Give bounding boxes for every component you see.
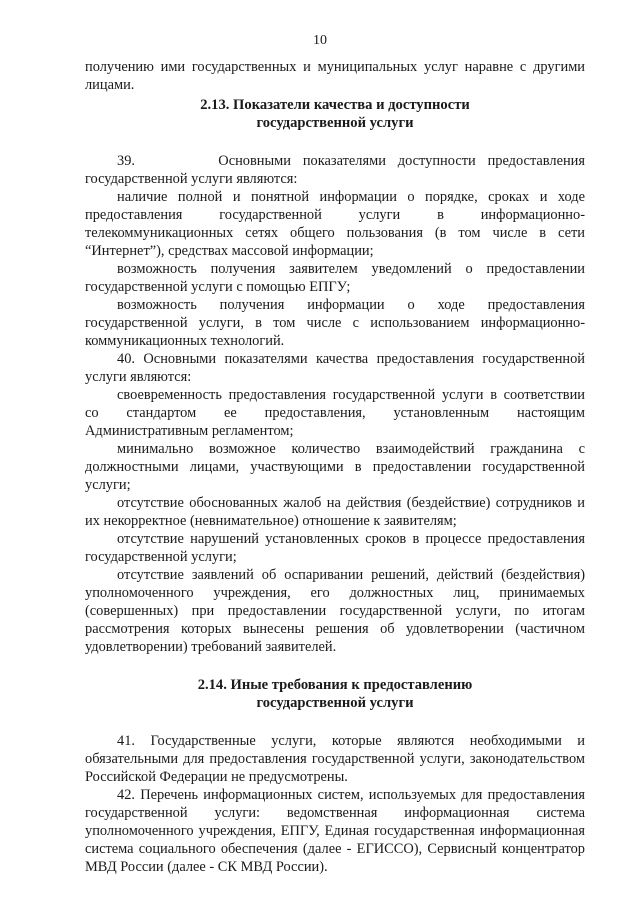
paragraph-39-item-b: возможность получения заявителем уведомлений о предоставлении государственной услуги с помощью ЕПГУ; bbox=[85, 261, 585, 295]
paragraph-40-item-c: отсутствие обоснованных жалоб на действия (бездействие) сотрудников и их некорректное (невнимательное) отношение к заявителям; bbox=[85, 495, 585, 529]
paragraph-40-item-e: отсутствие заявлений об оспаривании решений, действий (бездействия) уполномоченного учреждения, его должностных лиц, принимаемых (совершенных) при предоставлении государственной услуги, по итогам рассмотрения которых вынесены решения об удовлетворении (частичном удовлетворении) требований заявителей. bbox=[85, 567, 585, 655]
paragraph-39-item-c: возможность получения информации о ходе предоставления государственной услуги, в том числе с использованием информационно-коммуникационных технологий. bbox=[85, 297, 585, 349]
paragraph-39: 39. Основными показателями доступности предоставления государственной услуги являются: bbox=[85, 153, 585, 187]
paragraph-40-item-d: отсутствие нарушений установленных сроков в процессе предоставления государственной услуги; bbox=[85, 531, 585, 565]
paragraph-41: 41. Государственные услуги, которые являются необходимыми и обязательными для предоставления государственной услуги, законодательством Российской Федерации не предусмотрены. bbox=[85, 733, 585, 785]
document-body bbox=[85, 58, 585, 876]
section-heading-2-13-line2: государственной услуги bbox=[256, 115, 414, 131]
paragraph-42: 42. Перечень информационных систем, используемых для предоставления государственной услуги: ведомственная информационная система уполномоченного учреждения, ЕПГУ, Единая государственная информационная система социального обеспечения (далее - ЕГИССО), Сервисный концентратор МВД России (далее - СК МВД России). bbox=[85, 787, 585, 875]
paragraph-40-item-a: своевременность предоставления государственной услуги в соответствии со стандартом ее предоставления, установленным настоящим Административным регламентом; bbox=[85, 387, 585, 439]
paragraph-40: 40. Основными показателями качества предоставления государственной услуги являются: bbox=[85, 351, 585, 385]
paragraph-40-item-b: минимально возможное количество взаимодействий гражданина с должностными лицами, участвующими в предоставлении государственной услуги; bbox=[85, 441, 585, 493]
page-number: 10 bbox=[313, 33, 327, 48]
section-heading-2-13-line1: 2.13. Показатели качества и доступности bbox=[200, 97, 470, 113]
section-heading-2-14-line2: государственной услуги bbox=[256, 695, 414, 711]
paragraph-39-item-a: наличие полной и понятной информации о порядке, сроках и ходе предоставления государственной услуги в информационно-телекоммуникационных сетях общего пользования (в том числе в сети “Интернет”), средствах массовой информации; bbox=[85, 189, 585, 259]
paragraph-continuation: получению ими государственных и муниципальных услуг наравне с другими лицами. bbox=[85, 59, 585, 93]
section-heading-2-14-line1: 2.14. Иные требования к предоставлению bbox=[197, 677, 473, 693]
